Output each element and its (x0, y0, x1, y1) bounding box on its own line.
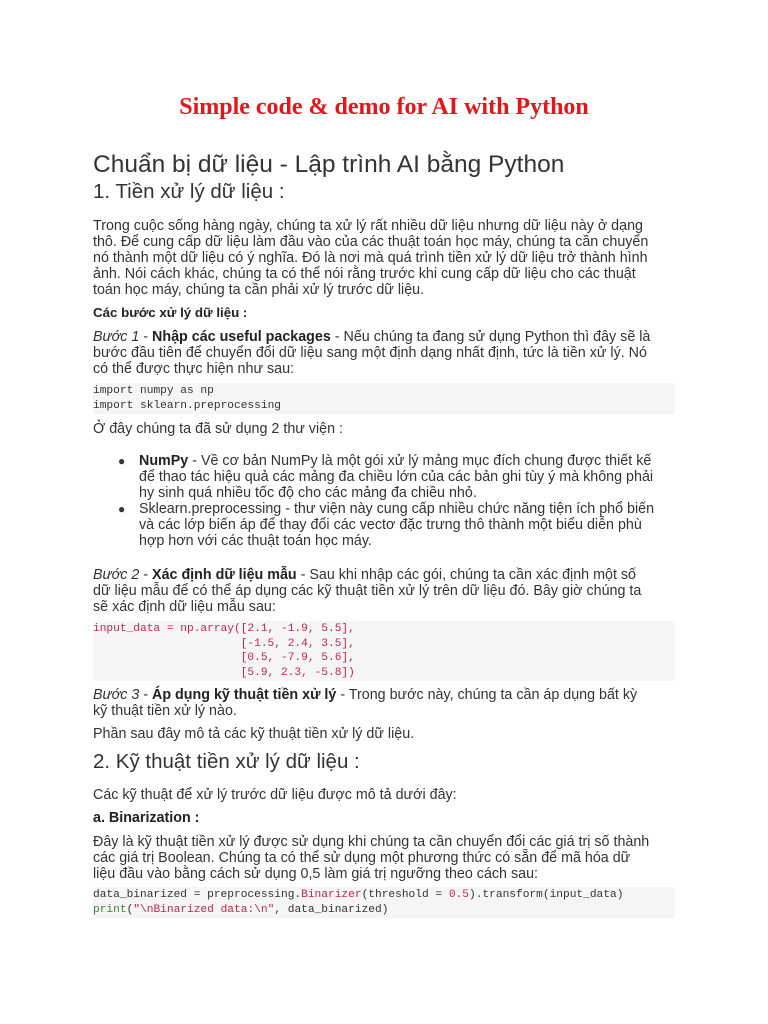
step3-line: kỹ thuật tiền xử lý nào. (93, 703, 237, 719)
code-block-imports (93, 383, 675, 414)
binarization-heading: a. Binarization : (93, 810, 200, 826)
binarization-paragraph (93, 834, 683, 882)
code-class: Binarizer (301, 889, 362, 901)
step3-paragraph (93, 687, 683, 719)
list-item-sklearn (139, 501, 654, 549)
binarization-line: liệu đầu vào bằng cách sử dụng 0,5 làm giá trị ngưỡng theo cách sau: (93, 866, 538, 882)
step2-line: dữ liệu mẫu để có thể áp dụng các kỹ thuật tiền xử lý trên dữ liệu đó. Bây giờ chúng ta (93, 583, 642, 599)
step3-text: - Trong bước này, chúng ta cần áp dụng bất kỳ (336, 687, 638, 703)
page-title: Chuẩn bị dữ liệu - Lập trình AI bằng Python (93, 151, 565, 178)
intro-line: ảnh. Nói cách khác, chúng ta có thể nói rằng trước khi cung cấp dữ liệu cho các thuật (93, 266, 636, 282)
sklearn-line: và các lớp biến áp để thay đổi các vectơ đặc trưng thô thành một biểu diễn phù (139, 517, 642, 533)
code-text: , data_binarized) (274, 903, 389, 916)
bullet-icon: ● (118, 502, 126, 516)
step1-text: - Nếu chúng ta đang sử dụng Python thì đây sẽ là (330, 329, 651, 345)
section1-outro: Phần sau đây mô tả các kỹ thuật tiền xử lý dữ liệu. (93, 726, 415, 742)
step1-paragraph (93, 329, 683, 377)
sklearn-line: Sklearn.preprocessing - thư viện này cung cấp nhiều chức năng tiện ích phổ biến (139, 501, 655, 517)
numpy-line: để thao tác hiệu quả các mảng đa chiều lớn của các bản ghi tùy ý mà không phải (139, 469, 654, 485)
step3-label: Bước 3 (93, 687, 140, 703)
code-line: input_data = np.array([2.1, -1.9, 5.5], (93, 623, 355, 635)
steps-label: Các bước xử lý dữ liệu : (93, 305, 248, 320)
step2-title: Xác định dữ liệu mẫu (152, 567, 297, 583)
section2-intro: Các kỹ thuật để xử lý trước dữ liệu được mô tả dưới đây: (93, 787, 457, 803)
section1-heading: 1. Tiền xử lý dữ liệu : (93, 180, 285, 203)
numpy-title: NumPy (139, 453, 189, 469)
step3-dash: - (139, 687, 153, 703)
section2-heading: 2. Kỹ thuật tiền xử lý dữ liệu : (93, 750, 360, 773)
step1-dash: - (139, 329, 153, 345)
library-list (118, 453, 678, 553)
banner-title: Simple code & demo for AI with Python (179, 94, 589, 120)
code-text: numpy as np (133, 385, 214, 397)
code-text: sklearn.preprocessing (133, 399, 281, 412)
bullet-icon: ● (118, 454, 126, 468)
step1-label: Bước 1 (93, 329, 140, 345)
step3-title: Áp dụng kỹ thuật tiền xử lý (152, 687, 337, 703)
code-keyword: import (93, 385, 134, 397)
numpy-text: - Về cơ bản NumPy là một gói xử lý mảng mục đích chung được thiết kế (188, 453, 652, 469)
section1-intro (93, 218, 683, 298)
libs-intro: Ở đây chúng ta đã sử dụng 2 thư viện : (93, 421, 343, 437)
code-line: [5.9, 2.3, -5.8]) (93, 666, 355, 679)
binarization-line: Đây là kỹ thuật tiền xử lý được sử dụng khi chúng ta cần chuyển đổi các giá trị số thành (93, 834, 650, 850)
code-line: [-1.5, 2.4, 3.5], (93, 637, 355, 650)
code-text: ).transform(input_data) (469, 889, 624, 901)
step1-line: bước đầu tiên để chuyển đổi dữ liệu sang một định dạng nhất định, tức là tiền xử lý. Nó (93, 345, 647, 361)
list-item-numpy (139, 453, 653, 501)
sklearn-line: hợp hơn với các thuật toán học máy. (139, 533, 372, 549)
code-builtin: print (93, 903, 127, 916)
intro-line: thô. Để cung cấp dữ liệu làm đầu vào của các thuật toán học máy, chúng ta cần chuyển (93, 234, 649, 250)
code-number: 0.5 (448, 889, 469, 901)
code-block-input-data (93, 621, 675, 681)
step2-label: Bước 2 (93, 567, 140, 583)
step1-title: Nhập các useful packages (152, 329, 331, 345)
step2-paragraph (93, 567, 683, 615)
binarization-line: các giá trị Boolean. Chúng ta có thể sử dụng một phương thức có sẵn để mã hóa dữ (93, 850, 631, 866)
step1-line: có thể được thực hiện như sau: (93, 361, 295, 377)
code-text: (threshold = (361, 889, 449, 901)
step2-text: - Sau khi nhập các gói, chúng ta cần xác định một số (296, 567, 637, 583)
intro-line: toán học máy, chúng ta cần phải xử lý trước dữ liệu. (93, 282, 425, 298)
step2-line: sẽ xác định dữ liệu mẫu sau: (93, 599, 276, 615)
code-text: data_binarized = preprocessing. (93, 889, 302, 901)
intro-line: nó thành một dữ liệu có ý nghĩa. Đó là nơi mà quá trình tiền xử lý dữ liệu trở thành hình (93, 250, 648, 266)
code-string: "\nBinarized data:\n" (133, 903, 275, 916)
intro-line: Trong cuộc sống hàng ngày, chúng ta xử lý rất nhiều dữ liệu nhưng dữ liệu này ở dạng (93, 218, 643, 234)
code-block-binarizer (93, 887, 675, 918)
code-keyword: import (93, 399, 134, 412)
code-line: [0.5, -7.9, 5.6], (93, 652, 355, 664)
code-text: ( (126, 903, 134, 916)
numpy-line: hy sinh quá nhiều tốc độ cho các mảng đa chiều nhỏ. (139, 485, 477, 501)
step2-dash: - (139, 567, 153, 583)
